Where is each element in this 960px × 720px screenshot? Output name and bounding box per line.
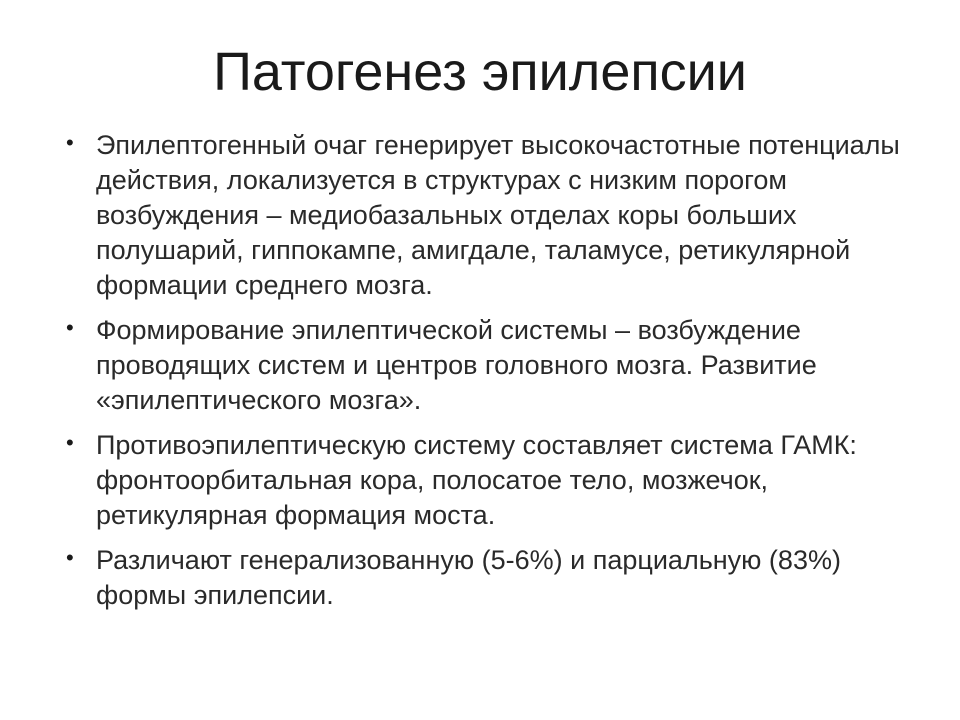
bullet-text: Эпилептогенный очаг генерирует высокочастотные потенциалы действия, локализуется в структурах с низким порогом возбуждения – медиобазальных отделах коры больших полушарий, гиппокампе, амигдале, таламусе, ретикулярной формации среднего мозга. [96,130,900,300]
slide-title: Патогенез эпилепсии [213,42,747,102]
bullet-item-3 [60,428,920,533]
bullet-dot-icon: • [66,130,74,155]
bullet-dot-icon: • [66,430,74,455]
bullet-item-2 [60,313,920,418]
bullet-text: Формирование эпилептической системы – возбуждение проводящих систем и центров головного мозга. Развитие «эпилептического мозга». [96,315,817,415]
bullet-item-4 [60,543,920,613]
bullet-text: Противоэпилептическую систему составляет система ГАМК: фронтоорбитальная кора, полосатое тело, мозжечок, ретикулярная формация моста. [96,430,857,530]
bullet-dot-icon: • [66,315,74,340]
bullet-text: Различают генерализованную (5-6%) и парциальную (83%) формы эпилепсии. [96,545,841,610]
bullet-list [60,128,920,623]
bullet-item-1 [60,128,920,303]
bullet-dot-icon: • [66,545,74,570]
